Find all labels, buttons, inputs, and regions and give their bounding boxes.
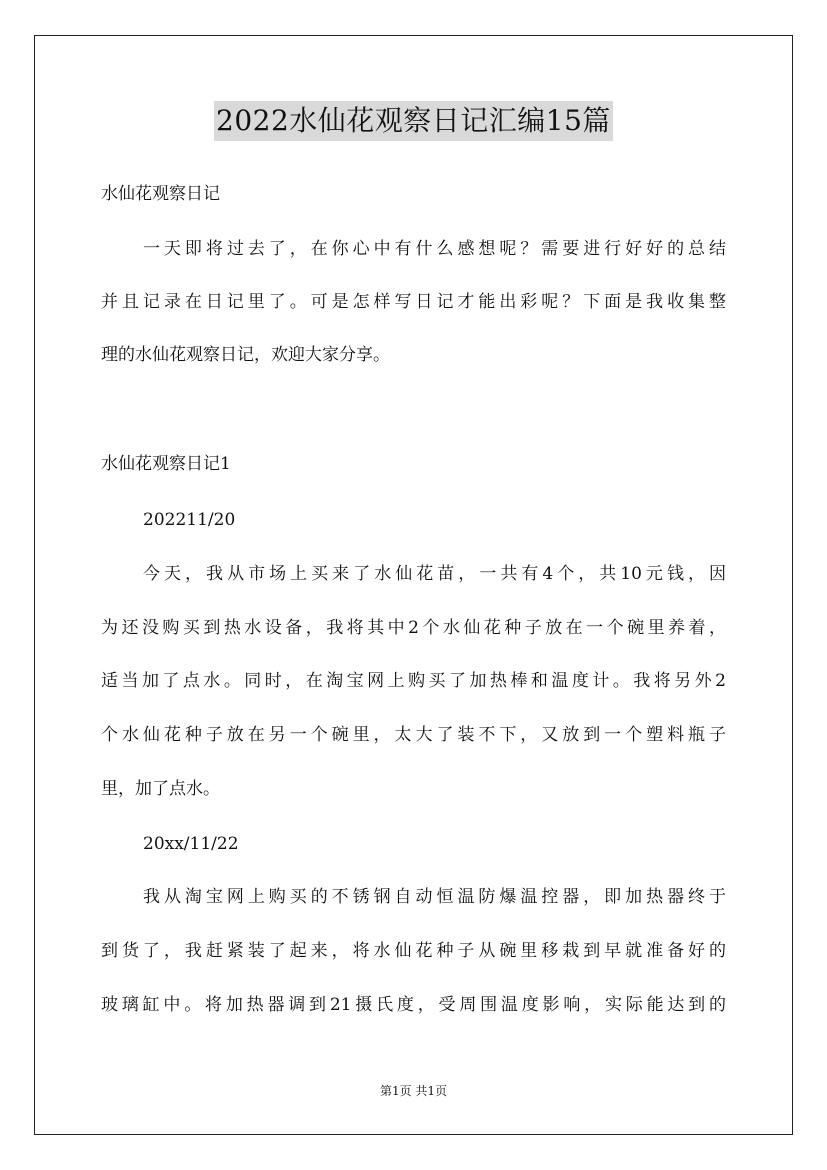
entry-2-line-1: 我从淘宝网上购买的不锈钢自动恒温防爆温控器，即加热器终于 bbox=[143, 887, 726, 907]
entry-1-line-2: 为还没购买到热水设备，我将其中2个水仙花种子放在一个碗里养着， bbox=[101, 618, 726, 638]
entry-date-1: 202211/20 bbox=[143, 510, 236, 530]
entry-1-line-4: 个水仙花种子放在另一个碗里，太大了装不下，又放到一个塑料瓶子 bbox=[101, 725, 726, 745]
intro-line-1: 一天即将过去了，在你心中有什么感想呢？需要进行好好的总结 bbox=[143, 239, 726, 259]
page-footer: 第1页 共1页 bbox=[379, 1084, 448, 1098]
intro-line-2: 并且记录在日记里了。可是怎样写日记才能出彩呢？下面是我收集整 bbox=[101, 292, 726, 312]
section-heading-diary-1: 水仙花观察日记1 bbox=[101, 454, 231, 474]
entry-1-line-3: 适当加了点水。同时，在淘宝网上购买了加热棒和温度计。我将另外2 bbox=[101, 671, 726, 691]
entry-2-line-2: 到货了，我赶紧装了起来，将水仙花种子从碗里移栽到早就准备好的 bbox=[101, 941, 726, 961]
section-heading-intro: 水仙花观察日记 bbox=[101, 184, 220, 204]
intro-line-3: 理的水仙花观察日记，欢迎大家分享。 bbox=[101, 345, 390, 365]
entry-2-line-3: 玻璃缸中。将加热器调到21摄氏度，受周围温度影响，实际能达到的 bbox=[101, 995, 726, 1015]
title-container bbox=[0, 101, 827, 141]
entry-date-2: 20xx/11/22 bbox=[143, 834, 239, 854]
document-title: 2022水仙花观察日记汇编15篇 bbox=[214, 101, 613, 141]
entry-1-line-5: 里，加了点水。 bbox=[101, 779, 220, 799]
entry-1-line-1: 今天，我从市场上买来了水仙花苗，一共有4个，共10元钱，因 bbox=[143, 564, 726, 584]
